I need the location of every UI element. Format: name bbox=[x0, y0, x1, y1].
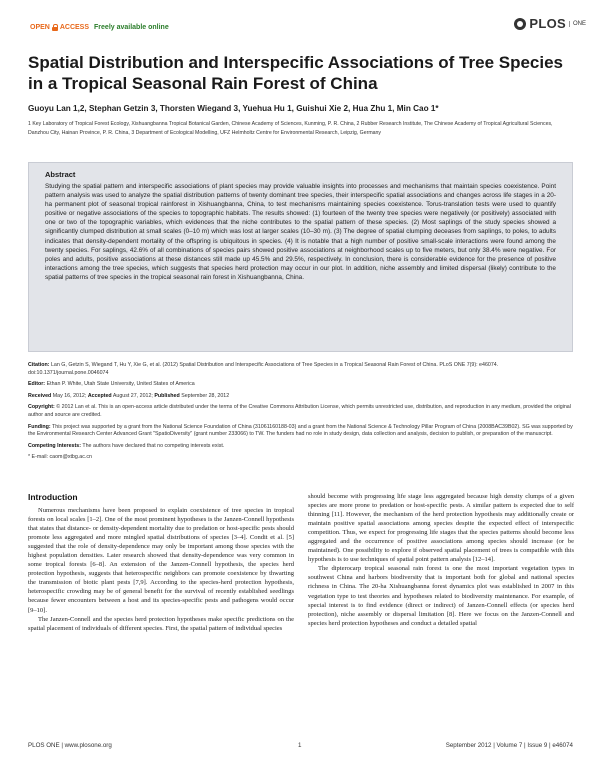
accepted-label: Accepted bbox=[87, 392, 112, 399]
paragraph: The Janzen-Connell and the species herd protection hypotheses make specific predictions on the spatial placement of individuals of different species. First, the spatial pattern of individual species bbox=[28, 615, 294, 632]
abstract-text: Studying the spatial pattern and interspecific associations of plant species may provide valuable insights into processes and mechanisms that maintain species coexistence. Point pattern analysis was used to analyze the spatial distribution patterns of twenty dominant tree species, their interspecific spatial associations and changes across life stages in a 20-ha permanent plot of seasonal tropical rainforest in Xishuangbanna, China, to test mechanisms maintaining species coexistence. Torus-translation tests were used to quantify positive or negative associations of the species to topographic habitats. The results showed: (1) fourteen of the twenty tree species were negatively (or positively) associated with one or two of the topographic variables, which evidences that the niche contributes to the spatial pattern of these species. (2) Most saplings of the study species showed a significantly clumped distribution at small scales (0–10 m) which was lost at larger scales (10–30 m). (3) The degree of spatial clumping deceases from saplings, to poles, to adults indicates that density-dependent mortality of the offspring is ubiquitous in species. (4) It is notable that a high number of positive small-scale interactions were found among the twenty species. For saplings, 42.6% of all combinations of species pairs showed positive associations at neighborhood scales up to five meters, but only 38.4% were negative. For poles and adults, positive associations at these distances still made up 45.5% and 29.5%, respectively. In conclusion, there is considerable evidence for the presence of positive interactions among the tree species, which suggests that species herd protection may occur in our plot. In addition, niche assembly and limited dispersal (likely) contribute to the spatial patterns of tree species in the tropical seasonal rain forest in Xishuangbanna, China. bbox=[45, 183, 556, 281]
funding-block bbox=[28, 424, 573, 439]
copyright-block bbox=[28, 404, 573, 419]
freely-available-label: Freely available online bbox=[94, 24, 169, 31]
open-label: OPEN bbox=[30, 24, 50, 31]
abstract-box bbox=[28, 162, 573, 352]
citation-text: Lan G, Getzin S, Wiegand T, Hu Y, Xie G, et al. (2012) Spatial Distribution and Interspecific Associations of Tree Species in a Tropical Seasonal Rain Forest of China. PLoS ONE 7(9): e46074. doi:10.1371/journal.pone.0046074 bbox=[28, 362, 499, 376]
published-date: September 28, 2012 bbox=[181, 392, 230, 399]
body-column-right bbox=[308, 492, 574, 628]
journal-sub: ONE bbox=[569, 21, 586, 27]
footer-issue: September 2012 | Volume 7 | Issue 9 | e46074 bbox=[445, 742, 573, 749]
paragraph: should become with progressing life stage less aggregated because high density clumps of a given species are more prone to predation or host-specific pests. A similar pattern is expected due to self thinning [11]. However, the mechanism of the herd protection hypothesis may additionally create or maintain positive spatial associations among species despite the expected effect of interspecific competition. Thus, we expect for progressing life stages that the species patterns should become less aggregated and the occurrence of positive associations among species should increase (or be maintained). One possibility to explore if observed spatial placement of trees is compatible with this hypothesis is to use techniques of spatial point pattern analysis [12–14]. bbox=[308, 493, 574, 564]
editor-block bbox=[28, 381, 573, 389]
abstract-heading: Abstract bbox=[45, 170, 76, 179]
introduction-heading: Introduction bbox=[28, 492, 78, 502]
access-label: ACCESS bbox=[59, 24, 90, 31]
body-column-left bbox=[28, 506, 294, 633]
copyright-text: © 2012 Lan et al. This is an open-access article distributed under the terms of the Creative Commons Attribution License, which permits unrestricted use, distribution, and reproduction in any medium, provided the original author and source are credited. bbox=[28, 404, 571, 418]
received-label: Received bbox=[28, 392, 52, 399]
accepted-date: August 27, 2012; bbox=[112, 392, 153, 399]
citation-label: Citation: bbox=[28, 362, 50, 368]
footer-journal: PLOS ONE | www.plosone.org bbox=[28, 742, 112, 749]
plos-one-logo bbox=[514, 16, 586, 31]
editor-text: Ethan P. White, Utah State University, United States of America bbox=[46, 381, 195, 388]
plos-logo-icon bbox=[514, 18, 526, 30]
received-date: May 16, 2012; bbox=[52, 392, 87, 399]
paragraph: The dipterocarp tropical seasonal rain forest is one the most important vegetation types in southwest China and harbors biodiversity that is important both for global and national species richness in China. The 20-ha Xishuangbanna forest dynamics plot was established in 2007 in this vegetation type to test theories and hypotheses related to biodiversity maintenance. For example, of special interest is to find evidence (direct or indirect) of Janzen-Connell effects (or species herd protection), niche assembly or dispersal limitation [8]. Here we focus on the Janzen-Connell and species herd protection hypotheses and conduct a detailed spatial bbox=[308, 565, 574, 627]
funding-text: This project was supported by a grant from the National Science Foundation of China (31061160188-03) and a grant from the National Science & Technology Pillar Program of China (2008BAC39B02). SG was supported by the Environmental Research Center Advanced Grant "SpatioDiversity" (grant number 233066) to TW. The funders had no role in study design, data collection and analysis, decision to publish, or preparation of the manuscript. bbox=[28, 423, 573, 438]
affiliations: 1 Key Laboratory of Tropical Forest Ecology, Xishuangbanna Tropical Botanical Garden, Chinese Academy of Sciences, Kunming, P. R. China, 2 Rubber Research Institute, The Chinese Academy of Tropical Agricultural Sciences, Danzhou City, Hainan Province, P. R. China, 3 Department of Ecological Modelling, UFZ Helmholtz Centre for Environmental Research, Leipzig, Germany bbox=[28, 121, 553, 136]
page-footer bbox=[28, 742, 573, 749]
competing-interests-block bbox=[28, 443, 573, 451]
open-access-lock-icon bbox=[52, 24, 58, 31]
open-access-banner bbox=[30, 24, 169, 31]
article-metadata bbox=[28, 362, 573, 466]
journal-name: PLOS bbox=[529, 16, 566, 31]
page-number: 1 bbox=[298, 742, 302, 749]
copyright-label: Copyright: bbox=[28, 404, 55, 411]
published-label: Published bbox=[154, 392, 180, 399]
competing-text: The authors have declared that no competing interests exist. bbox=[82, 442, 225, 449]
citation-block bbox=[28, 362, 573, 377]
article-title: Spatial Distribution and Interspecific Associations of Tree Species in a Tropical Seasonal Rain Forest of China bbox=[28, 53, 564, 93]
paragraph: Numerous mechanisms have been proposed to explain coexistence of tree species in tropical forests on local scales [1–2]. One of the most prominent hypotheses is the Janzen-Connell hypothesis that states that distance- or density-dependent mortality due to predation or host-specific pests should promote less aggregated and more mingled spatial distributions of species [3–4]. Condit et al. [5] suggested that the role of density-dependence may only be important among those species with the highest population densities. Later research showed that density-dependence was very common in some tropical forests [6–8]. An extension of the Janzen-Connell hypothesis, the species herd protection hypothesis, suggests that heterospecific neighbors can promote coexistence by thwarting the transmission of biotic plant pests [7,9]. According to the species-herd protection hypothesis, heterospecific crowding may be of general benefit for the survival of recently established seedlings because fewer encounters between a host and its species-specific pests and pathogens would occur [9–10]. bbox=[28, 507, 294, 614]
competing-label: Competing Interests: bbox=[28, 442, 81, 449]
dates-block bbox=[28, 393, 573, 401]
editor-label: Editor: bbox=[28, 381, 46, 388]
funding-label: Funding: bbox=[28, 423, 51, 430]
author-list: Guoyu Lan 1,2, Stephan Getzin 3, Thorsten Wiegand 3, Yuehua Hu 1, Guishui Xie 2, Hua Zhu 1, Min Cao 1* bbox=[28, 104, 439, 113]
email-block[interactable]: * E-mail: caom@xtbg.ac.cn bbox=[28, 454, 92, 461]
